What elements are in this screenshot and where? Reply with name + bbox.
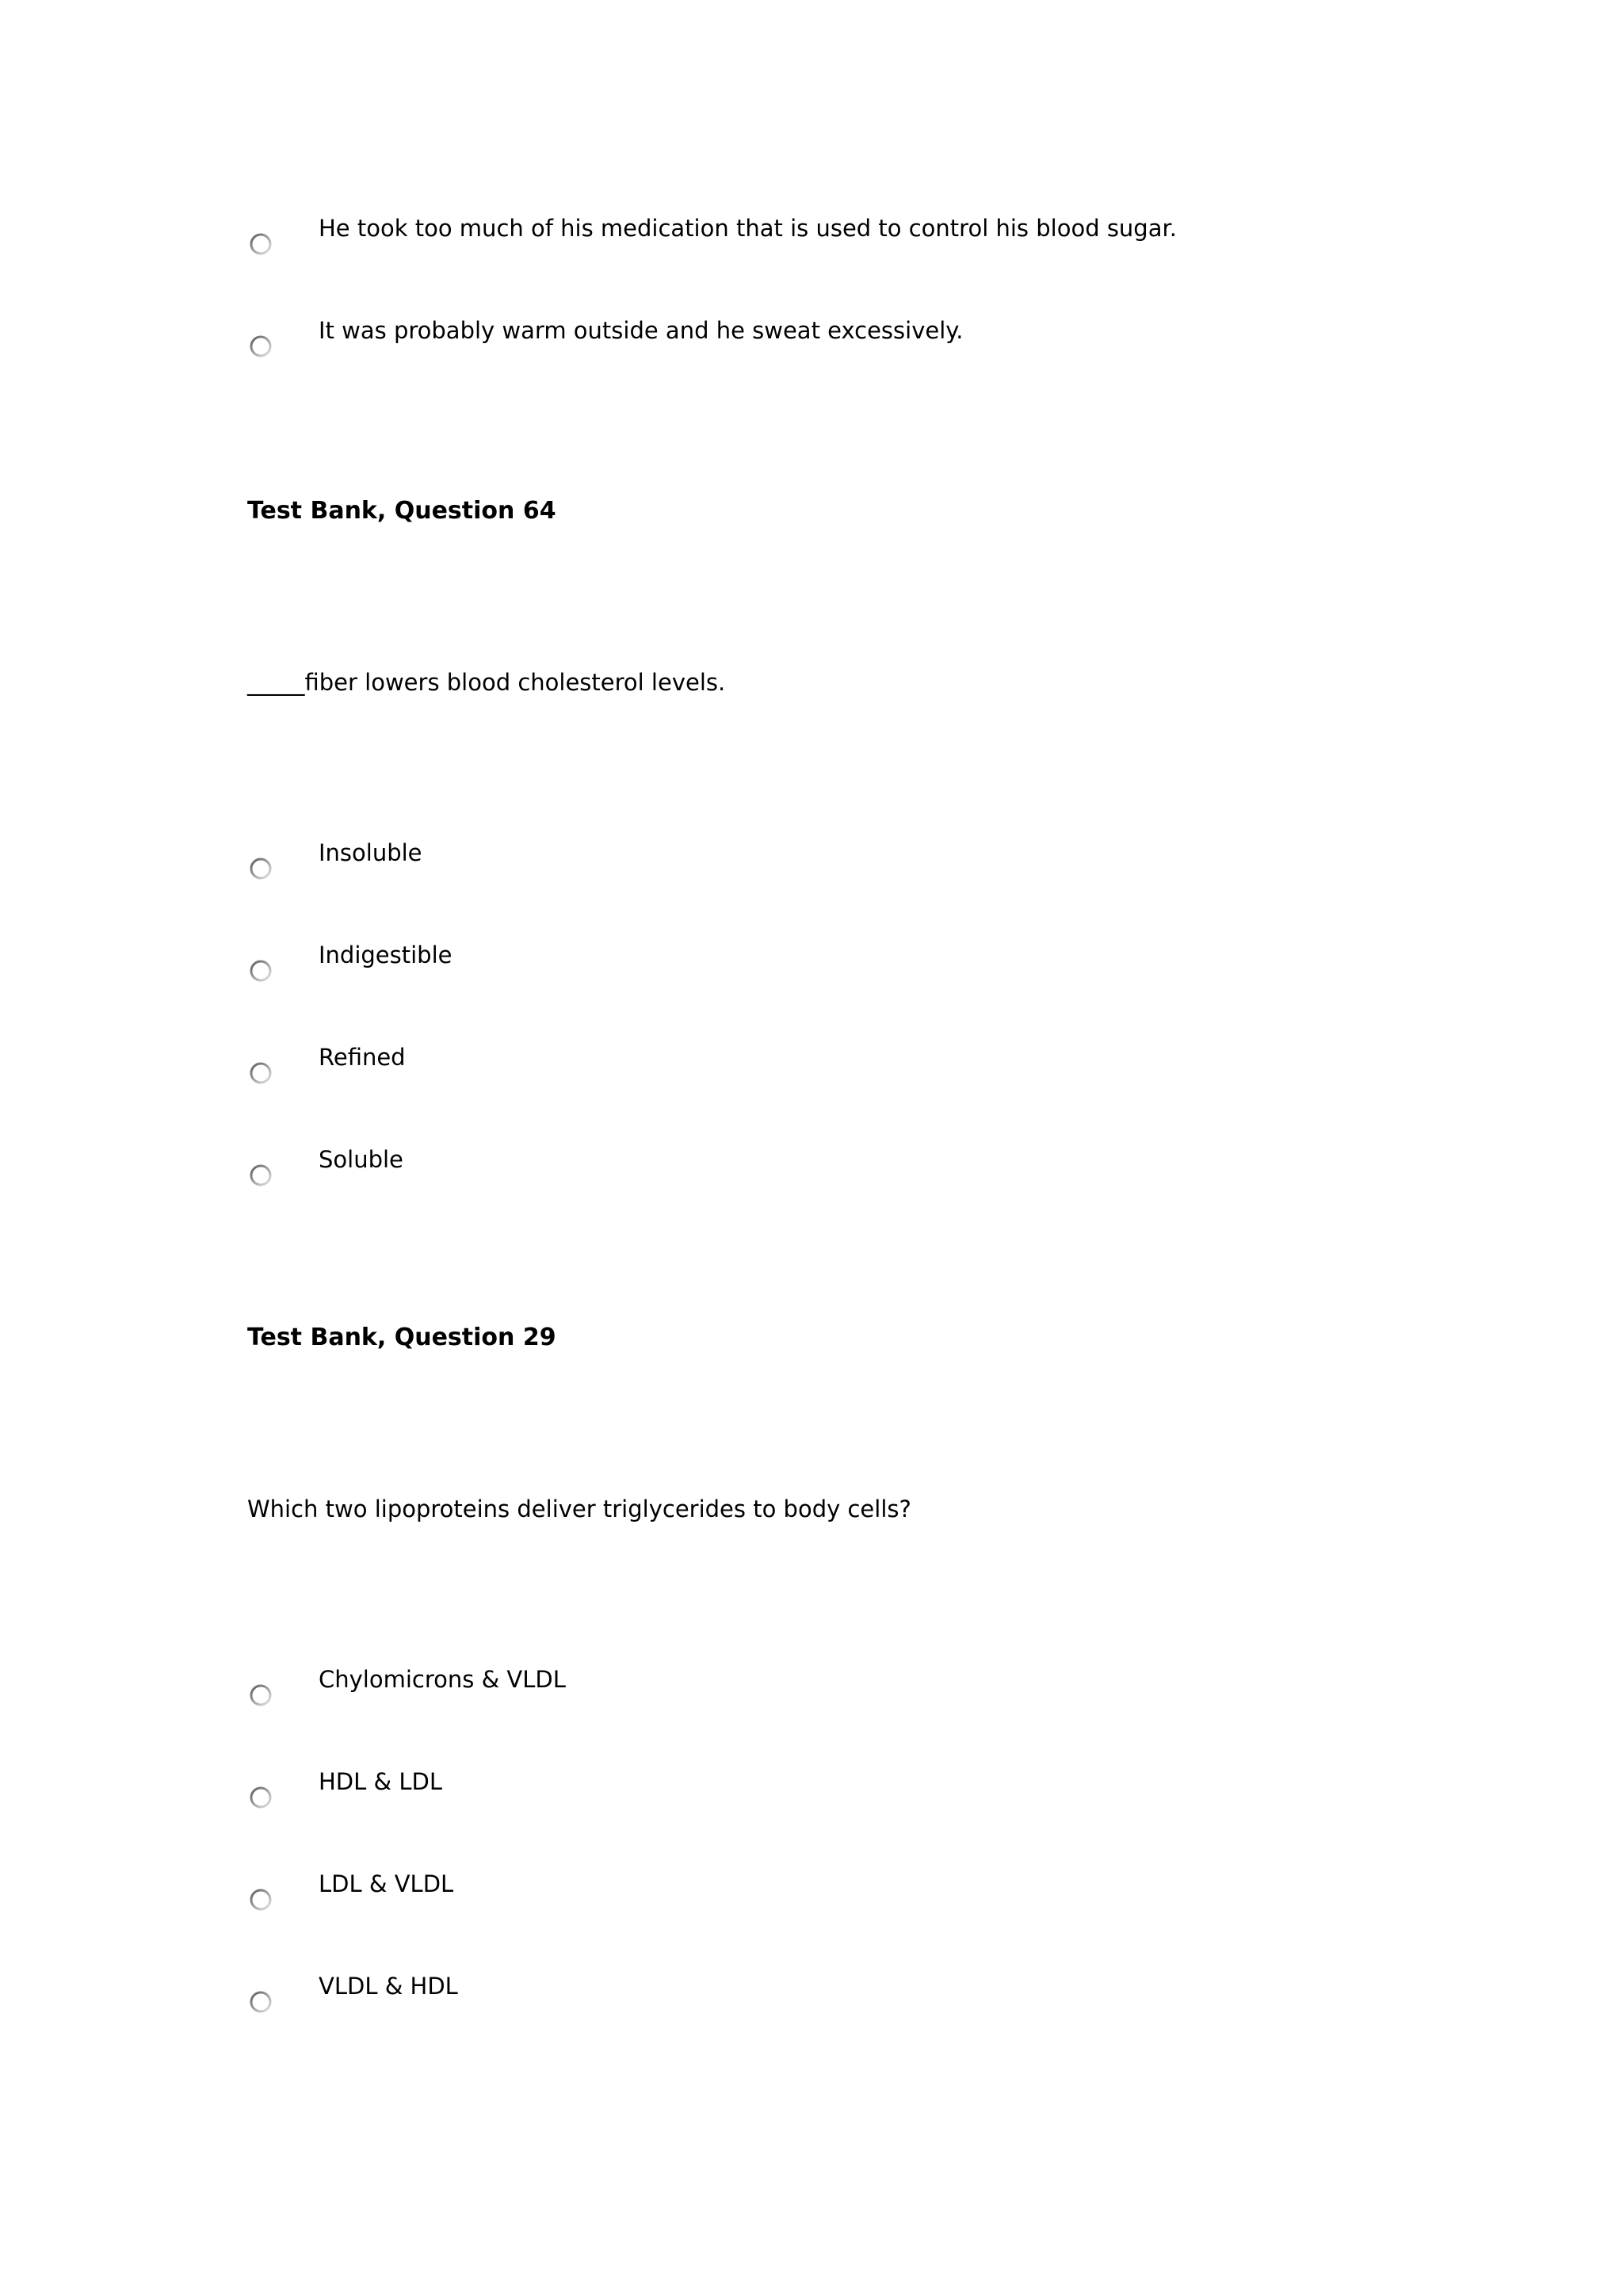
option-radio[interactable] xyxy=(249,1163,273,1187)
radio-button-icon[interactable] xyxy=(249,1061,273,1085)
option-label: It was probably warm outside and he sweat excessively. xyxy=(319,317,964,344)
option-label: VLDL & HDL xyxy=(319,1973,458,2000)
question-prompt: _____fiber lowers blood cholesterol levels. xyxy=(247,669,726,696)
radio-button-icon[interactable] xyxy=(249,334,273,358)
option-radio[interactable] xyxy=(249,959,273,983)
option-radio[interactable] xyxy=(249,1061,273,1085)
radio-button-icon[interactable] xyxy=(249,857,273,881)
option-label: HDL & LDL xyxy=(319,1768,442,1795)
option-label: Insoluble xyxy=(319,839,422,866)
option-radio[interactable] xyxy=(249,1990,273,2014)
radio-button-icon[interactable] xyxy=(249,1786,273,1809)
option-radio[interactable] xyxy=(249,1888,273,1912)
option-radio[interactable] xyxy=(249,1786,273,1809)
question-prompt: Which two lipoproteins deliver triglycerides to body cells? xyxy=(247,1496,911,1522)
radio-button-icon[interactable] xyxy=(249,959,273,983)
radio-button-icon[interactable] xyxy=(249,1888,273,1912)
radio-button-icon[interactable] xyxy=(249,232,273,256)
radio-button-icon[interactable] xyxy=(249,1990,273,2014)
question-title: Test Bank, Question 64 xyxy=(247,497,556,525)
option-radio[interactable] xyxy=(249,1683,273,1707)
radio-button-icon[interactable] xyxy=(249,1163,273,1187)
question-title: Test Bank, Question 29 xyxy=(247,1324,556,1351)
option-label: Indigestible xyxy=(319,942,453,968)
option-label: Refined xyxy=(319,1044,406,1071)
option-label: Soluble xyxy=(319,1146,403,1173)
option-label: Chylomicrons & VLDL xyxy=(319,1666,566,1693)
option-label: He took too much of his medication that is used to control his blood sugar. xyxy=(319,215,1177,242)
option-radio[interactable] xyxy=(249,857,273,881)
option-radio[interactable] xyxy=(249,232,273,256)
option-radio[interactable] xyxy=(249,334,273,358)
option-label: LDL & VLDL xyxy=(319,1870,454,1897)
radio-button-icon[interactable] xyxy=(249,1683,273,1707)
